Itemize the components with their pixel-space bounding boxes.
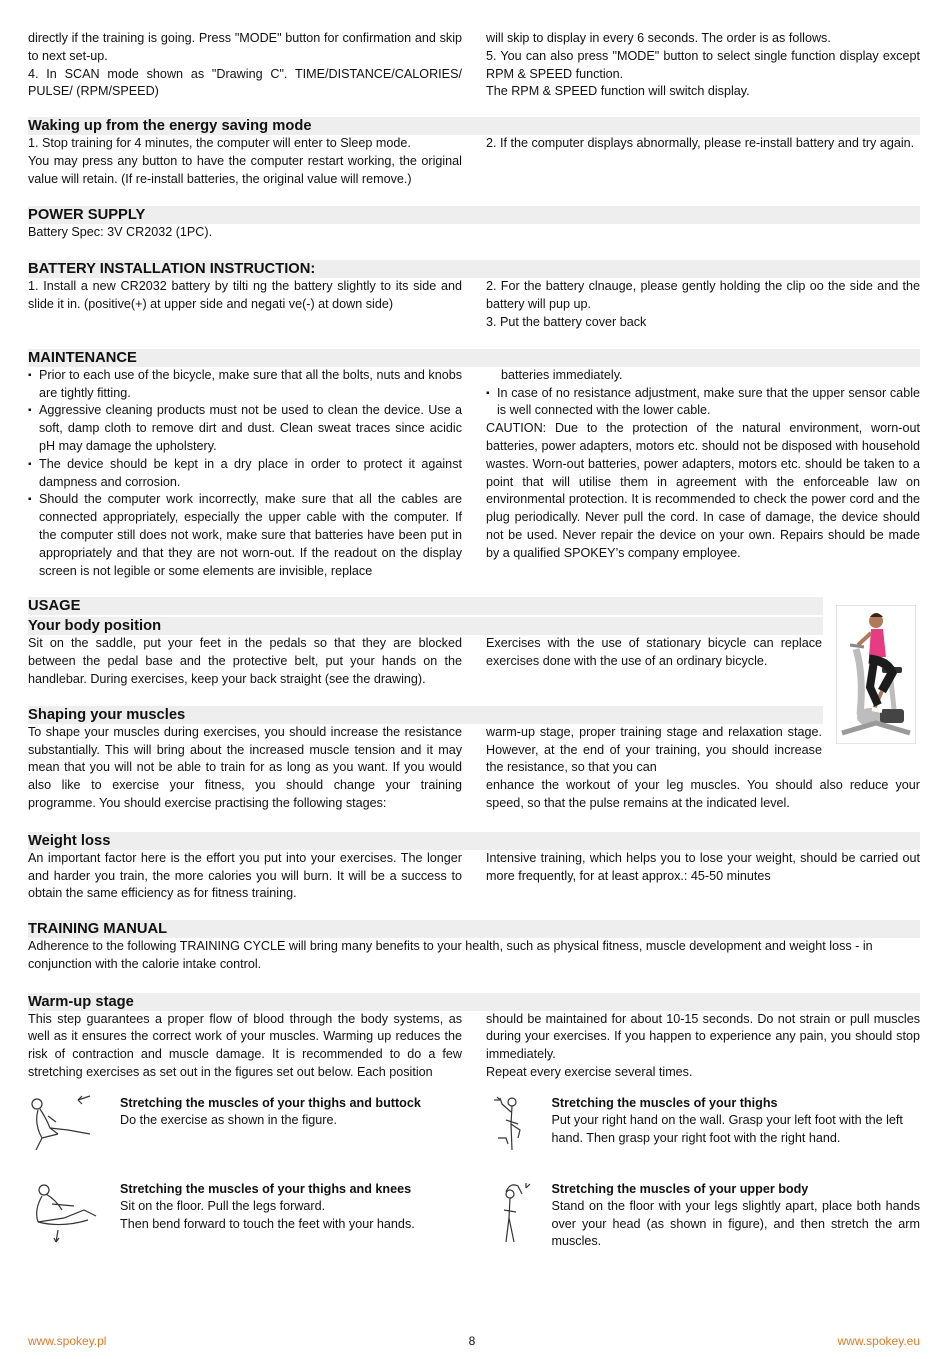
exercise-4-title: Stretching the muscles of your upper body bbox=[551, 1181, 809, 1196]
maintenance-section bbox=[28, 367, 920, 581]
weight-loss-heading: Weight loss bbox=[28, 832, 920, 850]
battery-heading: BATTERY INSTALLATION INSTRUCTION: bbox=[28, 260, 920, 278]
intro-right-2: 5. You can also press "MODE" button to select single function display except RPM & SPEED function. bbox=[486, 48, 920, 81]
maintenance-item-2: ▪ Aggressive cleaning products must not be used to clean the device. Use a soft, damp cloth to remove dirt and dust. Clean sweat traces since acidic pH may damage the upholstery. bbox=[28, 402, 462, 455]
maintenance-item-3: ▪ The device should be kept in a dry place in order to protect it against dampness and corrosion. bbox=[28, 456, 462, 492]
power-text: Battery Spec: 3V CR2032 (1PC). bbox=[28, 224, 213, 239]
muscles-left: To shape your muscles during exercises, you should increase the resistance substantially. This will bring about the increased muscle tension and it may mean that you will not be able to train for as long as you want. If you would also like to exercise your fitness, you should change your training programme. You should exercise practising the following stages: bbox=[28, 724, 462, 810]
maintenance-item-1: ▪ Prior to each use of the bicycle, make sure that all the bolts, nuts and knobs are tightly fitting. bbox=[28, 367, 462, 403]
training-text: Adherence to the following TRAINING CYCLE will bring many benefits to your health, such as physical fitness, muscle development and weight loss - in conjunction with the calorie intake control. bbox=[28, 939, 873, 971]
footer bbox=[28, 1334, 920, 1348]
waking-left-1: 1. Stop training for 4 minutes, the computer will enter to Sleep mode. bbox=[28, 136, 411, 151]
exercise-3 bbox=[28, 1180, 457, 1251]
battery-right-2: 3. Put the battery cover back bbox=[486, 314, 647, 329]
body-position-heading: Your body position bbox=[28, 617, 823, 635]
muscles-right-2: enhance the workout of your leg muscles. You should also reduce your speed, so that the pulse remains at the indicated level. bbox=[486, 778, 920, 810]
waking-left-2: You may press any button to have the computer restart working, the original value will retain. (If re-install batteries, the original value will remove.) bbox=[28, 153, 462, 186]
upper-body-stretch-figure bbox=[492, 1180, 532, 1246]
intro-right-1: will skip to display in every 6 seconds. The order is as follows. bbox=[486, 31, 831, 45]
training-heading: TRAINING MANUAL bbox=[28, 920, 920, 938]
usage-heading: USAGE bbox=[28, 597, 823, 615]
battery-section bbox=[28, 278, 920, 331]
warmup-section bbox=[28, 1011, 920, 1082]
exercise-4 bbox=[492, 1180, 921, 1251]
thigh-knee-stretch-figure bbox=[28, 1180, 100, 1246]
thigh-stretch-figure bbox=[492, 1094, 532, 1156]
muscles-right-1: warm-up stage, proper training stage and relaxation stage. However, at the end of your training, you should increase the resistance, so that you can bbox=[486, 724, 822, 775]
intro-left-2: 4. In SCAN mode shown as "Drawing C". TIME/DISTANCE/CALORIES/ PULSE/ (RPM/SPEED) bbox=[28, 66, 462, 99]
exercise-3-title: Stretching the muscles of your thighs and knees bbox=[120, 1181, 412, 1196]
intro-left-1: directly if the training is going. Press "MODE" button for confirmation and skip to next set-up. bbox=[28, 31, 462, 63]
exercise-1 bbox=[28, 1094, 457, 1156]
intro-section bbox=[28, 30, 920, 101]
battery-right-1: 2. For the battery clnauge, please gently holding the clip oo the side and the battery will pup up. bbox=[486, 279, 920, 312]
maintenance-heading: MAINTENANCE bbox=[28, 349, 920, 367]
exercise-1-text: Do the exercise as shown in the figure. bbox=[120, 1112, 338, 1127]
exercise-row-1 bbox=[28, 1094, 920, 1156]
warmup-right-1: should be maintained for about 10-15 seconds. Do not strain or pull muscles during your exercises. If you happen to experience any pain, you should stop immediately. bbox=[486, 1011, 920, 1062]
waking-heading: Waking up from the energy saving mode bbox=[28, 117, 920, 135]
body-position-left: Sit on the saddle, put your feet in the pedals so that they are blocked between the pedal base and the protective belt, put your hands on the handlebar. During exercises, keep your back straight (see the drawing). bbox=[28, 636, 462, 686]
manual-page bbox=[28, 30, 920, 1251]
warmup-right-2: Repeat every exercise several times. bbox=[486, 1065, 693, 1080]
weight-loss-right: Intensive training, which helps you to lose your weight, should be carried out more frequently, for at least approx.: 45-50 minutes bbox=[486, 850, 920, 883]
maintenance-item-5: ▪ In case of no resistance adjustment, make sure that the upper sensor cable is well connected with the lower cable. bbox=[486, 385, 920, 421]
maintenance-item-4: ▪ Should the computer work incorrectly, make sure that all the cables are connected appropriately, especially the upper cable with the computer. If the computer still does not work, make sure that batteries have been put in appropriately and that they are not worn-out. If the readout on the display screen is not legible or some elements are invisible, replace bbox=[28, 491, 462, 580]
exercise-row-2 bbox=[28, 1180, 920, 1251]
thigh-buttock-stretch-figure bbox=[28, 1094, 100, 1154]
footer-link-eu[interactable]: www.spokey.eu bbox=[837, 1334, 920, 1348]
battery-left: 1. Install a new CR2032 battery by tilti ng the battery slightly to its side and slide it in. (positive(+) at upper side and negati ve(-) at down side) bbox=[28, 279, 462, 312]
caution-text: CAUTION: Due to the protection of the natural environment, worn-out batteries, power adapters, motors etc. should not be disposed with household wastes. Worn-out batteries, power adapters, motors etc. should be taken to a point that will utilise them in agreement with the enforceable law on environmental protection. It is recommended to check the power cord and the plug periodically. Never pull the cord. In case of damage, the device should not be used. Never repair the device on your own. Repairs should be made by a qualified SPOKEY’s company employee. bbox=[486, 421, 920, 560]
maintenance-continuation: batteries immediately. bbox=[501, 367, 623, 382]
exercise-2-title: Stretching the muscles of your thighs bbox=[551, 1095, 778, 1110]
muscles-heading: Shaping your muscles bbox=[28, 706, 823, 724]
exercise-3-text: Sit on the floor. Pull the legs forward. Then bend forward to touch the feet with your hands. bbox=[120, 1198, 415, 1231]
intro-right-3: The RPM & SPEED function will switch display. bbox=[486, 84, 750, 99]
warmup-heading: Warm-up stage bbox=[28, 993, 920, 1011]
maintenance-list bbox=[28, 367, 462, 581]
power-heading: POWER SUPPLY bbox=[28, 206, 920, 224]
exercise-4-text: Stand on the floor with your legs slightly apart, place both hands over your head (as shown in figure), and then stretch the arm muscles. bbox=[551, 1198, 920, 1249]
footer-link-pl[interactable]: www.spokey.pl bbox=[28, 1334, 107, 1348]
body-position-right: Exercises with the use of stationary bicycle can replace exercises done with the use of an ordinary bicycle. bbox=[486, 636, 822, 669]
waking-section bbox=[28, 135, 920, 188]
usage-section bbox=[28, 597, 920, 903]
waking-right: 2. If the computer displays abnormally, please re-install battery and try again. bbox=[486, 136, 915, 151]
page-number: 8 bbox=[468, 1334, 476, 1348]
weight-loss-left: An important factor here is the effort you put into your exercises. The longer and harder you train, the more calories you will burn. It will be a success to obtain the same efficiency as for fitness training. bbox=[28, 850, 462, 901]
exercise-bike-photo bbox=[836, 605, 916, 744]
exercise-2-text: Put your right hand on the wall. Grasp your left foot with the left hand. Then grasp your right foot with the right hand. bbox=[551, 1112, 903, 1145]
exercise-2 bbox=[492, 1094, 921, 1156]
warmup-left: This step guarantees a proper flow of blood through the body systems, as well as it ensures the correct work of your muscles. Warming up reduces the risk of contraction and muscle damage. It is recommended to do a few stretching exercises as set out in the figures set out below. Each position bbox=[28, 1011, 462, 1080]
exercise-1-title: Stretching the muscles of your thighs and buttock bbox=[120, 1095, 421, 1110]
